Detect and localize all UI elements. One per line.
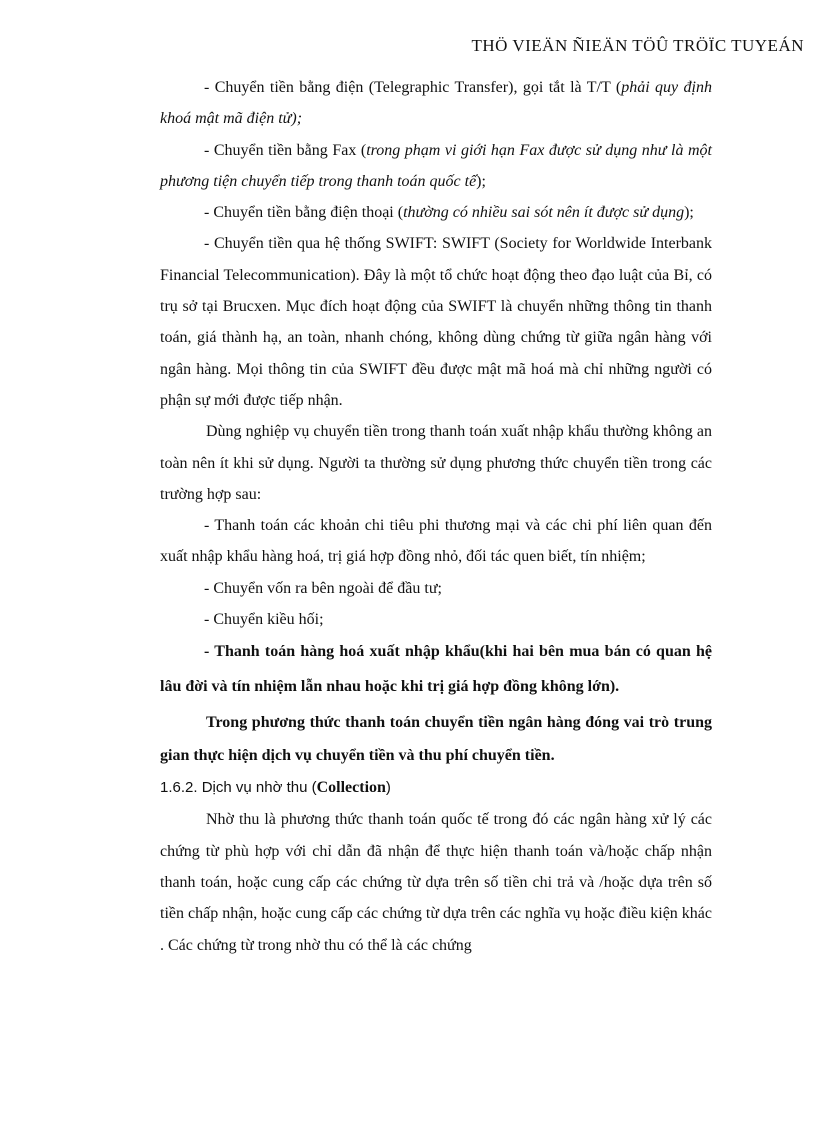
paragraph-collection-definition: Nhờ thu là phương thức thanh toán quốc tế trong đó các ngân hàng xử lý các chứng từ phù hợp với chỉ dẫn đã nhận để thực hiện thanh toán và/hoặc chấp nhận thanh toán, hoặc cung cấp các chứng từ dựa trên số tiền chi trả và /hoặc dựa trên số tiền chấp nhận, hoặc cung cấp các chứng từ dựa trên các nghĩa vụ hoặc điều kiện khác . Các chứng từ trong nhờ thu có thể là các chứng bbox=[160, 811, 712, 954]
paragraph-italic: trong phạm vi giới hạn Fax được sử dụng như là một phương tiện chuyển tiếp trong thanh toán quốc tế bbox=[160, 141, 712, 190]
paragraph-fax bbox=[160, 135, 712, 198]
paragraph-telephone bbox=[160, 197, 712, 228]
paragraph-remittance: - Chuyển kiều hối; bbox=[204, 611, 324, 629]
paragraph-tail: ); bbox=[476, 172, 486, 190]
paragraph-text: - Chuyển tiền bằng điện thoại ( bbox=[204, 204, 404, 222]
heading-text: 1.6.2. Dịch vụ nhờ thu ( bbox=[160, 779, 317, 797]
paragraph-text: - Chuyển tiền bằng điện (Telegraphic Transfer), gọi tắt là T/T ( bbox=[204, 79, 622, 96]
page-header: THÖ VIEÄN ÑIEÄN TÖÛ TRÖÏC TUYEÁN bbox=[471, 36, 804, 55]
paragraph-swift: - Chuyển tiền qua hệ thống SWIFT: SWIFT (Society for Worldwide Interbank Financial Telecommunication). Đây là một tổ chức hoạt động theo đạo luật của Bỉ, có trụ sở tại Brucxen. Mục đích hoạt động của SWIFT là chuyển những thông tin thanh toán, giá thành hạ, an toàn, nhanh chóng, không dùng chứng từ giữa ngân hàng với ngân hàng. Mọi thông tin của SWIFT đều được mật mã hoá mà chỉ những người có phận sự mới được tiếp nhận. bbox=[160, 235, 712, 409]
paragraph-non-trade-payment: - Thanh toán các khoản chi tiêu phi thương mại và các chi phí liên quan đến xuất nhập khẩu hàng hoá, trị giá hợp đồng nhỏ, đối tác quen biết, tín nhiệm; bbox=[160, 517, 712, 566]
heading-tail: ) bbox=[385, 779, 391, 797]
paragraph-goods-payment: - Thanh toán hàng hoá xuất nhập khẩu(khi hai bên mua bán có quan hệ lâu đời và tín nhiệm lẫn nhau hoặc khi trị giá hợp đồng không lớn). bbox=[160, 643, 712, 695]
heading-bold: Collection bbox=[316, 779, 386, 797]
paragraph-italic: thường có nhiều sai sót nên ít được sử dụng bbox=[403, 204, 685, 222]
paragraph-italic: phải quy định khoá mật mã điện tử); bbox=[160, 79, 712, 128]
paragraph-usage: Dùng nghiệp vụ chuyển tiền trong thanh toán xuất nhập khẩu thường không an toàn nên ít khi sử dụng. Người ta thường sử dụng phương thức chuyển tiền trong các trường hợp sau: bbox=[160, 423, 712, 503]
paragraph-tail: ); bbox=[684, 204, 694, 222]
section-heading bbox=[160, 772, 712, 804]
paragraph-bank-role: Trong phương thức thanh toán chuyển tiền ngân hàng đóng vai trò trung gian thực hiện dịch vụ chuyển tiền và thu phí chuyển tiền. bbox=[160, 714, 712, 765]
paragraph-capital-transfer: - Chuyển vốn ra bên ngoài để đầu tư; bbox=[204, 579, 442, 597]
paragraph-text: - Chuyển tiền bằng Fax ( bbox=[204, 141, 367, 159]
paragraph-telegraphic-transfer bbox=[160, 72, 712, 135]
document-body bbox=[160, 72, 712, 961]
